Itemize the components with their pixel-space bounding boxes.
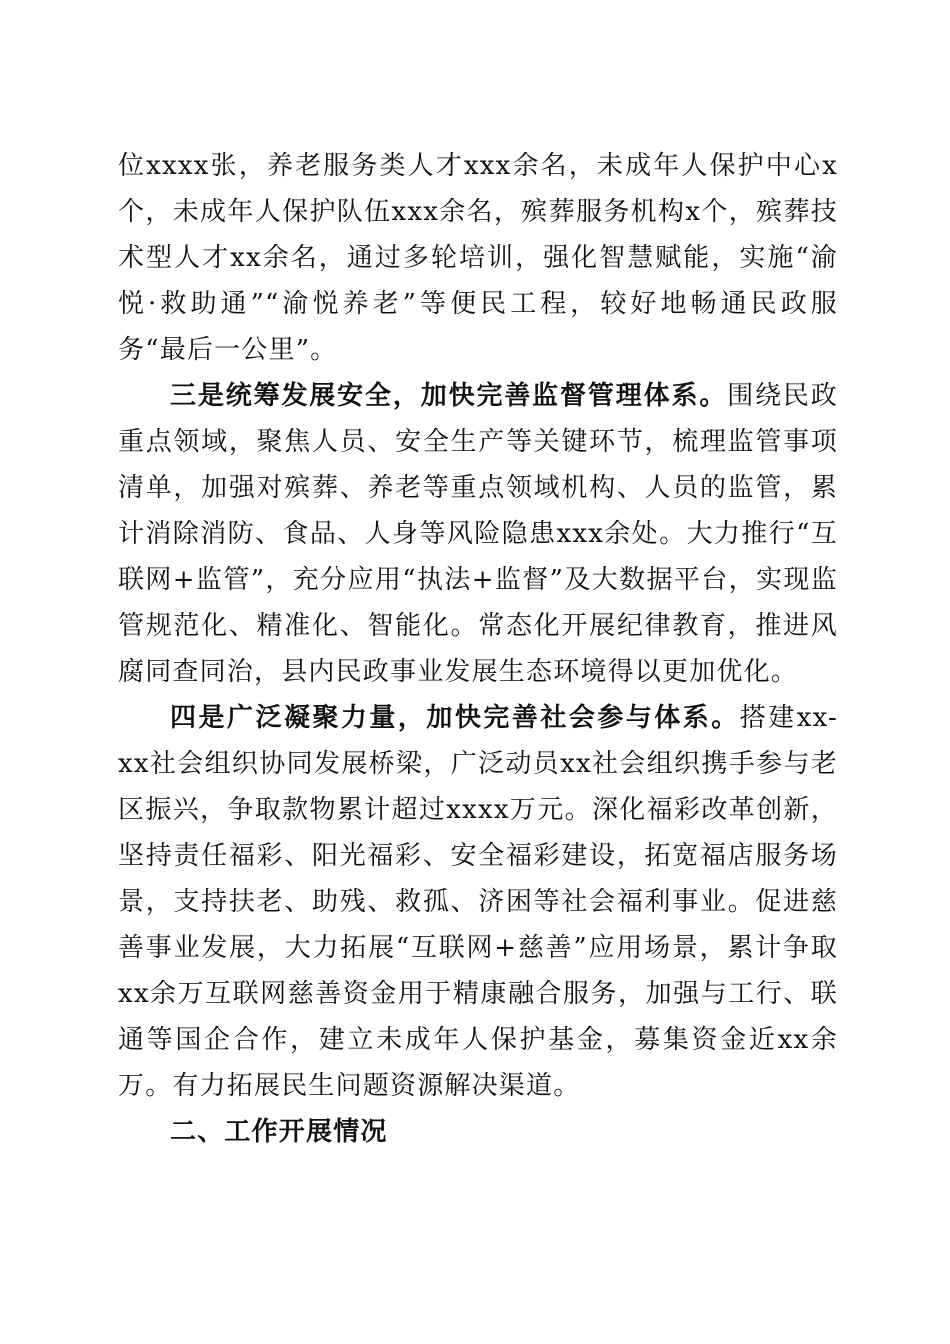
paragraph-social-participation: [118, 695, 838, 1109]
document-page: [118, 143, 838, 1155]
paragraph-lead: 四是广泛凝聚力量，加快完善社会参与体系。: [170, 703, 740, 733]
paragraph-lead: 三是统筹发展安全，加快完善监督管理体系。: [170, 381, 728, 411]
paragraph-continued: [118, 143, 838, 373]
paragraph-body: 搭建xx-xx社会组织协同发展桥梁，广泛动员xx社会组织携手参与老区振兴，争取款物累计超过xxxx万元。深化福彩改革创新，坚持责任福彩、阳光福彩、安全福彩建设，拓宽福店服务场景，支持扶老、助残、救孤、济困等社会福利事业。促进慈善事业发展，大力拓展“互联网+慈善”应用场景，累计争取xx余万互联网慈善资金用于精康融合服务，加强与工行、联通等国企合作，建立未成年人保护基金，募集资金近xx余万。有力拓展民生问题资源解决渠道。: [118, 703, 838, 1101]
paragraph-supervision: [118, 373, 838, 695]
paragraph-body: 围绕民政重点领域，聚焦人员、安全生产等关键环节，梳理监管事项清单，加强对殡葬、养老等重点领域机构、人员的监管，累计消除消防、食品、人身等风险隐患xxx余处。大力推行“互联网+监管”，充分应用“执法+监督”及大数据平台，实现监管规范化、精准化、智能化。常态化开展纪律教育，推进风腐同查同治，县内民政事业发展生态环境得以更加优化。: [118, 381, 839, 687]
section-heading: 二、工作开展情况: [170, 1117, 388, 1147]
paragraph-body: 位xxxx张，养老服务类人才xxx余名，未成年人保护中心x个，未成年人保护队伍xxx余名，殡葬服务机构x个，殡葬技术型人才xx余名，通过多轮培训，强化智慧赋能，实施“渝悦·救助通”“渝悦养老”等便民工程，较好地畅通民政服务“最后一公里”。: [118, 151, 838, 365]
